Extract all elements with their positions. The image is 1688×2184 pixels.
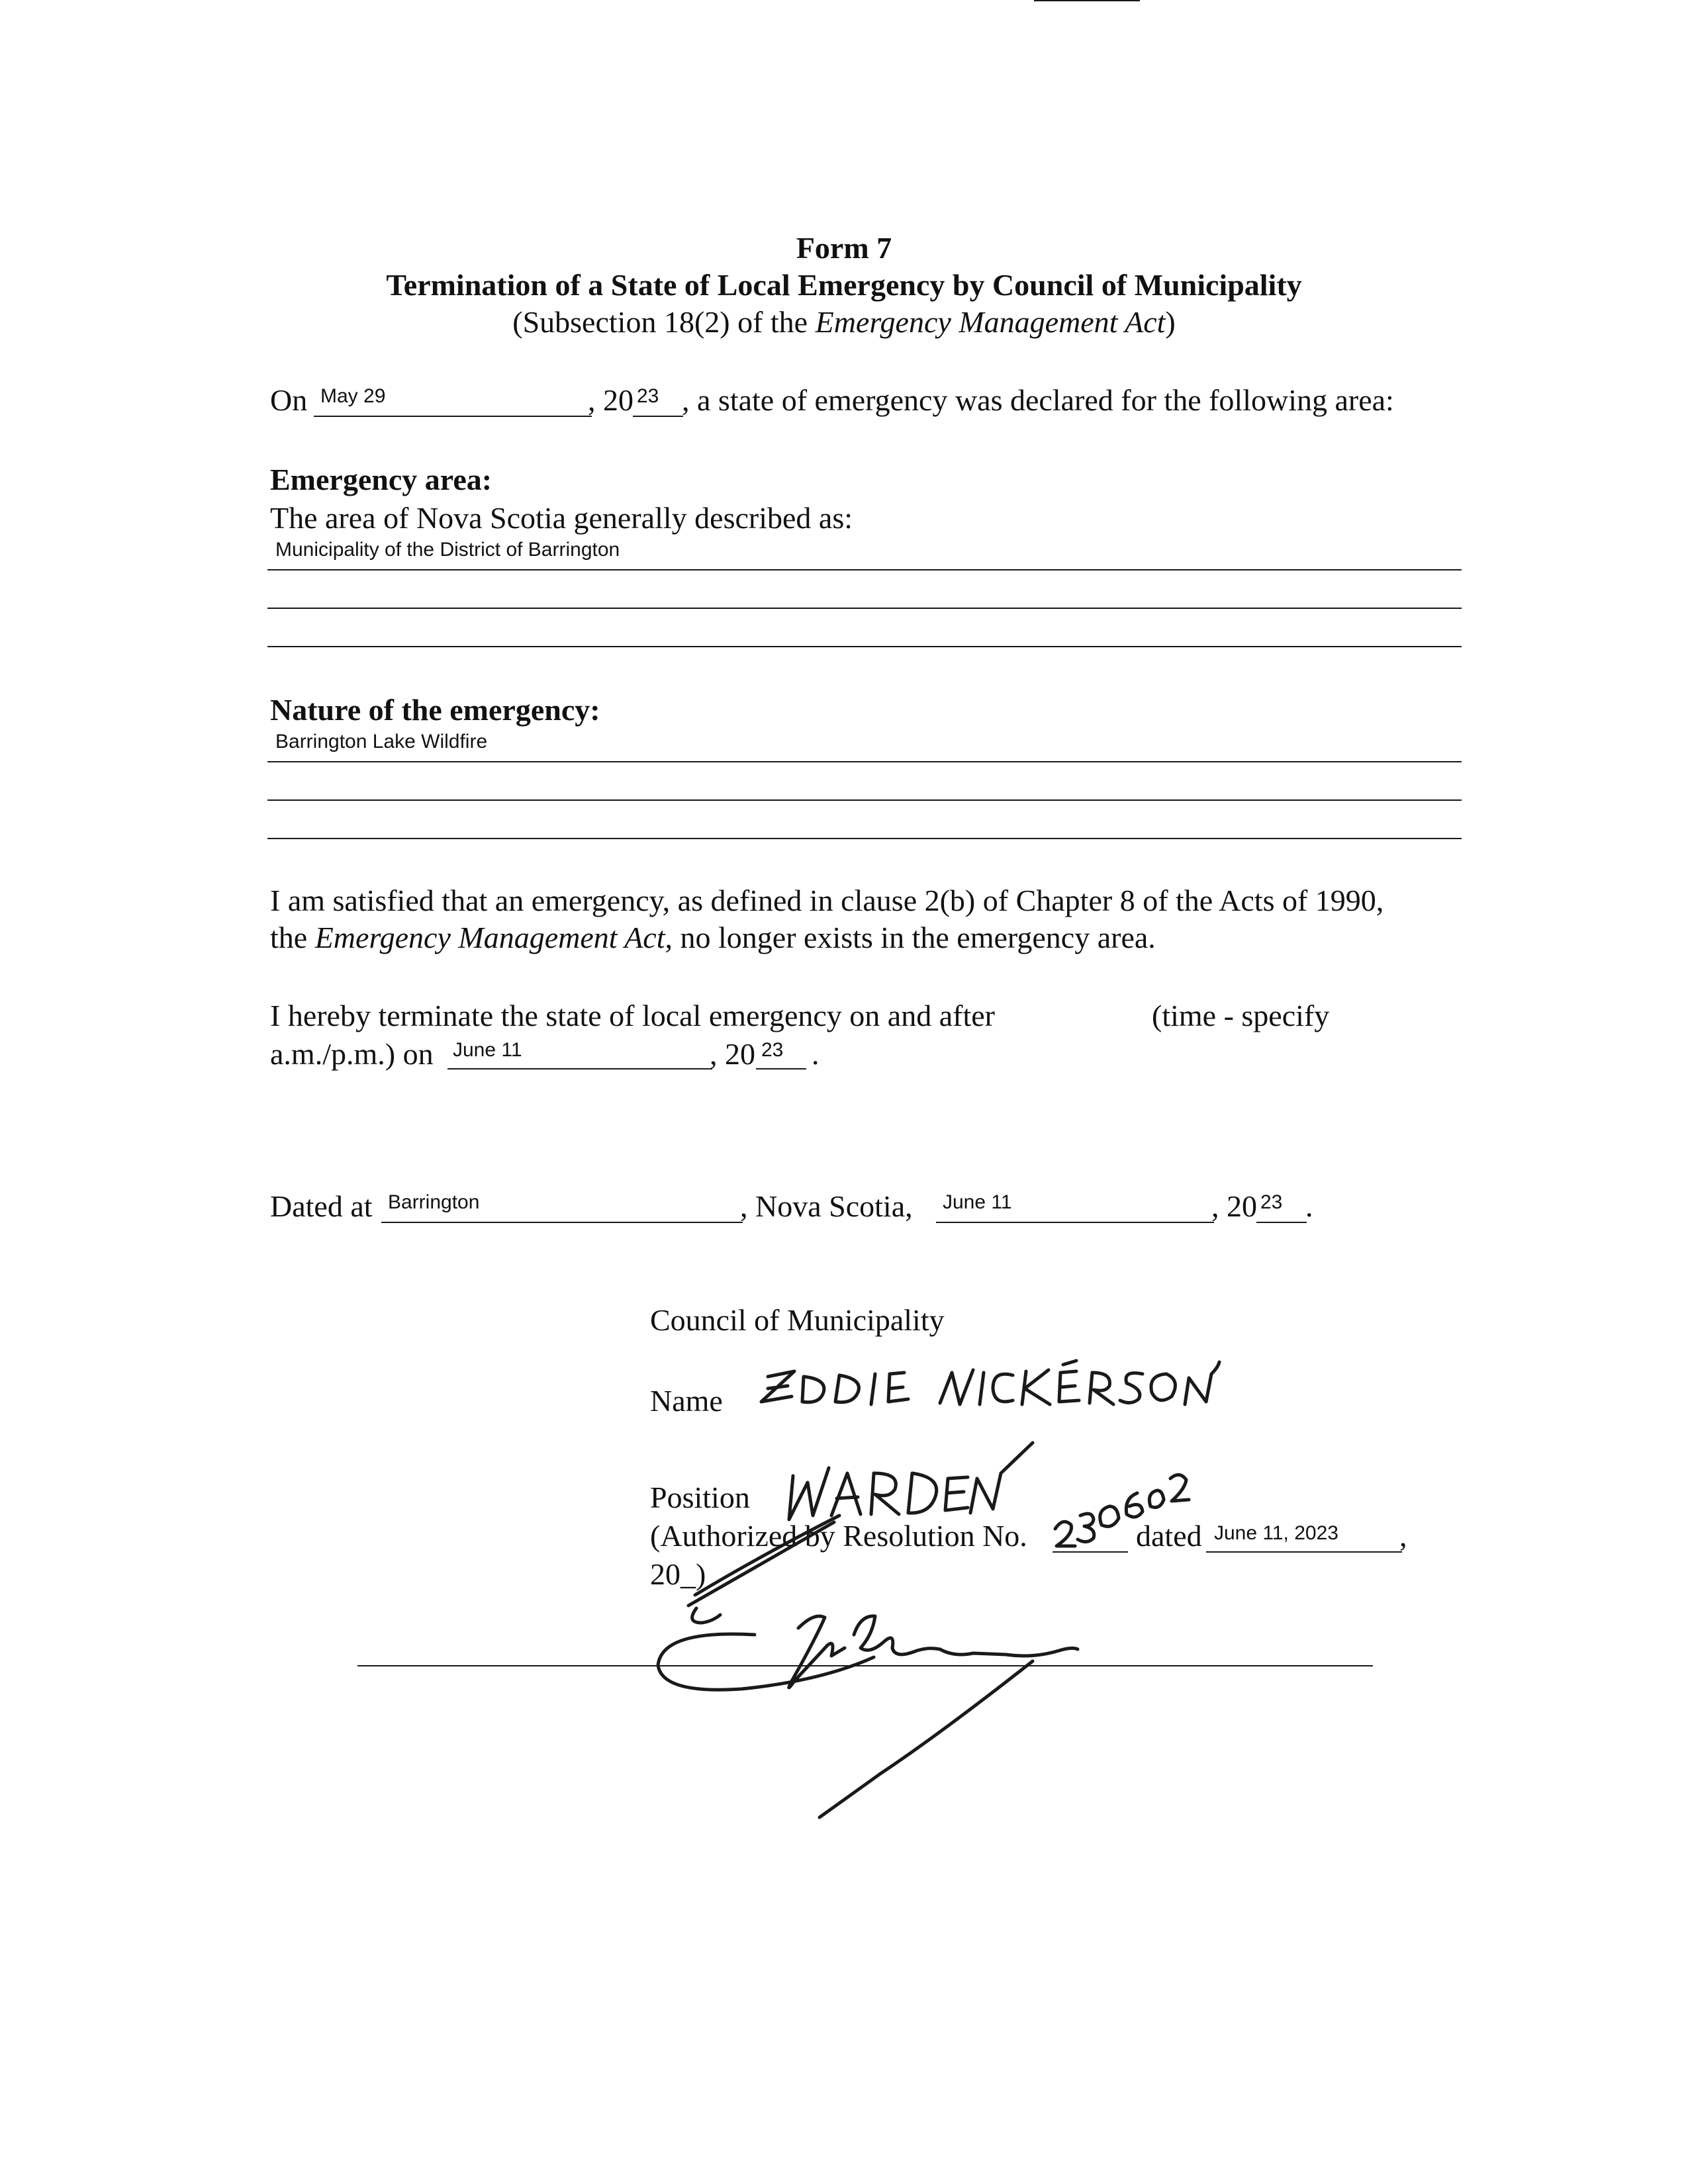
declaration-year-prefix: , 20 xyxy=(588,383,633,417)
form-title: Termination of a State of Local Emergency by Council of Municipality xyxy=(386,268,1302,302)
termination-end: . xyxy=(812,1037,820,1071)
termination-year-value[interactable]: 23 xyxy=(761,1039,784,1061)
name-label: Name xyxy=(650,1384,723,1418)
emergency-area-value[interactable]: Municipality of the District of Barrington xyxy=(275,539,620,561)
dated-place-value[interactable]: Barrington xyxy=(388,1191,480,1213)
nature-heading: Nature of the emergency: xyxy=(270,693,600,727)
declaration-on-label: On xyxy=(270,383,308,417)
authorized-year-line: 20_) xyxy=(650,1557,706,1591)
termination-line-2-prefix: a.m./p.m.) on xyxy=(270,1037,434,1071)
dated-year-prefix: , 20 xyxy=(1211,1189,1257,1223)
satisfied-line2-suffix: , no longer exists in the emergency area. xyxy=(665,921,1156,954)
declaration-suffix: , a state of emergency was declared for the following area: xyxy=(682,383,1394,417)
authorized-dated-label: dated xyxy=(1136,1519,1202,1553)
authorized-dated-value[interactable]: June 11, 2023 xyxy=(1214,1522,1338,1544)
dated-end: . xyxy=(1305,1189,1313,1223)
dated-date-value[interactable]: June 11 xyxy=(943,1191,1012,1213)
termination-line-1-suffix: (time - specify xyxy=(1152,999,1330,1032)
position-handwriting xyxy=(789,1443,1033,1520)
dated-year-value[interactable]: 23 xyxy=(1260,1191,1283,1213)
signature-drawing xyxy=(658,1516,1078,1817)
subtitle-act: Emergency Management Act xyxy=(815,305,1166,339)
council-heading: Council of Municipality xyxy=(650,1303,945,1337)
name-handwriting xyxy=(761,1361,1219,1404)
satisfied-line2-prefix: the xyxy=(270,921,315,954)
resolution-handwriting xyxy=(1055,1475,1189,1546)
emergency-area-heading: Emergency area: xyxy=(270,463,492,496)
nature-value[interactable]: Barrington Lake Wildfire xyxy=(275,731,488,752)
satisfied-line2-act: Emergency Management Act xyxy=(314,921,665,954)
emergency-area-description-label: The area of Nova Scotia generally described as: xyxy=(270,501,853,535)
position-label: Position xyxy=(650,1480,750,1514)
termination-line-1-prefix: I hereby terminate the state of local emergency on and after xyxy=(270,999,995,1032)
termination-year-prefix: , 20 xyxy=(710,1037,755,1071)
subtitle-prefix: (Subsection 18(2) of the xyxy=(512,305,816,339)
dated-label: Dated at xyxy=(270,1189,373,1223)
declaration-date-value[interactable]: May 29 xyxy=(320,385,386,407)
declaration-year-value[interactable]: 23 xyxy=(637,385,659,407)
dated-province: , Nova Scotia, xyxy=(740,1189,913,1223)
authorized-comma: , xyxy=(1399,1519,1407,1553)
authorized-prefix: (Authorized by Resolution No. xyxy=(650,1519,1027,1553)
subtitle-suffix: ) xyxy=(1165,305,1176,339)
termination-date-value[interactable]: June 11 xyxy=(453,1039,522,1061)
form-number: Form 7 xyxy=(796,231,892,265)
satisfied-line-1: I am satisfied that an emergency, as defined in clause 2(b) of Chapter 8 of the Acts of 1990, xyxy=(270,884,1384,917)
